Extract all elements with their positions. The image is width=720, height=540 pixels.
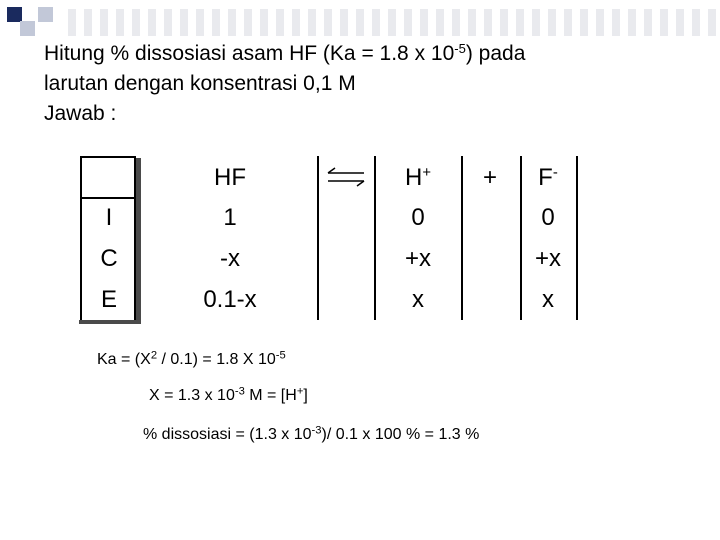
table-shadow — [79, 320, 141, 324]
table-divider — [317, 156, 319, 320]
cell-E-F: x — [542, 286, 554, 313]
table-divider — [461, 156, 463, 320]
row-label-E: E — [100, 286, 117, 313]
row-label-C: C — [100, 245, 118, 272]
cell-I-HF: 1 — [223, 204, 237, 231]
row-label-I: I — [105, 204, 113, 231]
cell-C-HF: -x — [220, 245, 240, 272]
table-border — [80, 197, 135, 199]
dissociation-result: % dissosiasi = (1.3 x $10^{-3})/$ 0.1 x 100 % = 1.3 % — [143, 424, 480, 443]
problem-line-2: larutan dengan konsentrasi 0,1 M — [44, 72, 356, 95]
cell-I-F: 0 — [541, 204, 555, 231]
header-HF: HF — [214, 164, 246, 191]
cell-I-H: 0 — [411, 204, 425, 231]
decor-square — [7, 7, 22, 22]
header-F-minus: F- — [538, 164, 558, 191]
cell-E-H: x — [412, 286, 424, 313]
cell-E-HF: 0.1-x — [203, 286, 257, 313]
plus-sign: + — [482, 164, 497, 191]
equilibrium-arrow-icon — [324, 166, 368, 188]
decor-square — [20, 21, 35, 36]
table-border — [80, 156, 135, 158]
decor-square — [38, 7, 53, 22]
cell-C-H: +x — [404, 245, 431, 272]
table-divider — [374, 156, 376, 320]
problem-line-3: Jawab : — [44, 102, 117, 125]
ka-equation: $Ka = (X^2 / 0.1) = 1.8$ X $10^{-5}$ — [97, 349, 286, 368]
cell-C-F: +x — [534, 245, 561, 272]
problem-line-1: Hitung % dissosiasi asam HF (Ka = 1.8 x $10^{-5}$) pada — [44, 40, 526, 65]
header-H-plus: H+ — [404, 164, 432, 191]
table-shadow — [136, 158, 141, 324]
x-result: X = 1.3 x $10^{-3}$ M = [H+] — [149, 385, 308, 404]
header-decoration-bar — [60, 9, 720, 36]
